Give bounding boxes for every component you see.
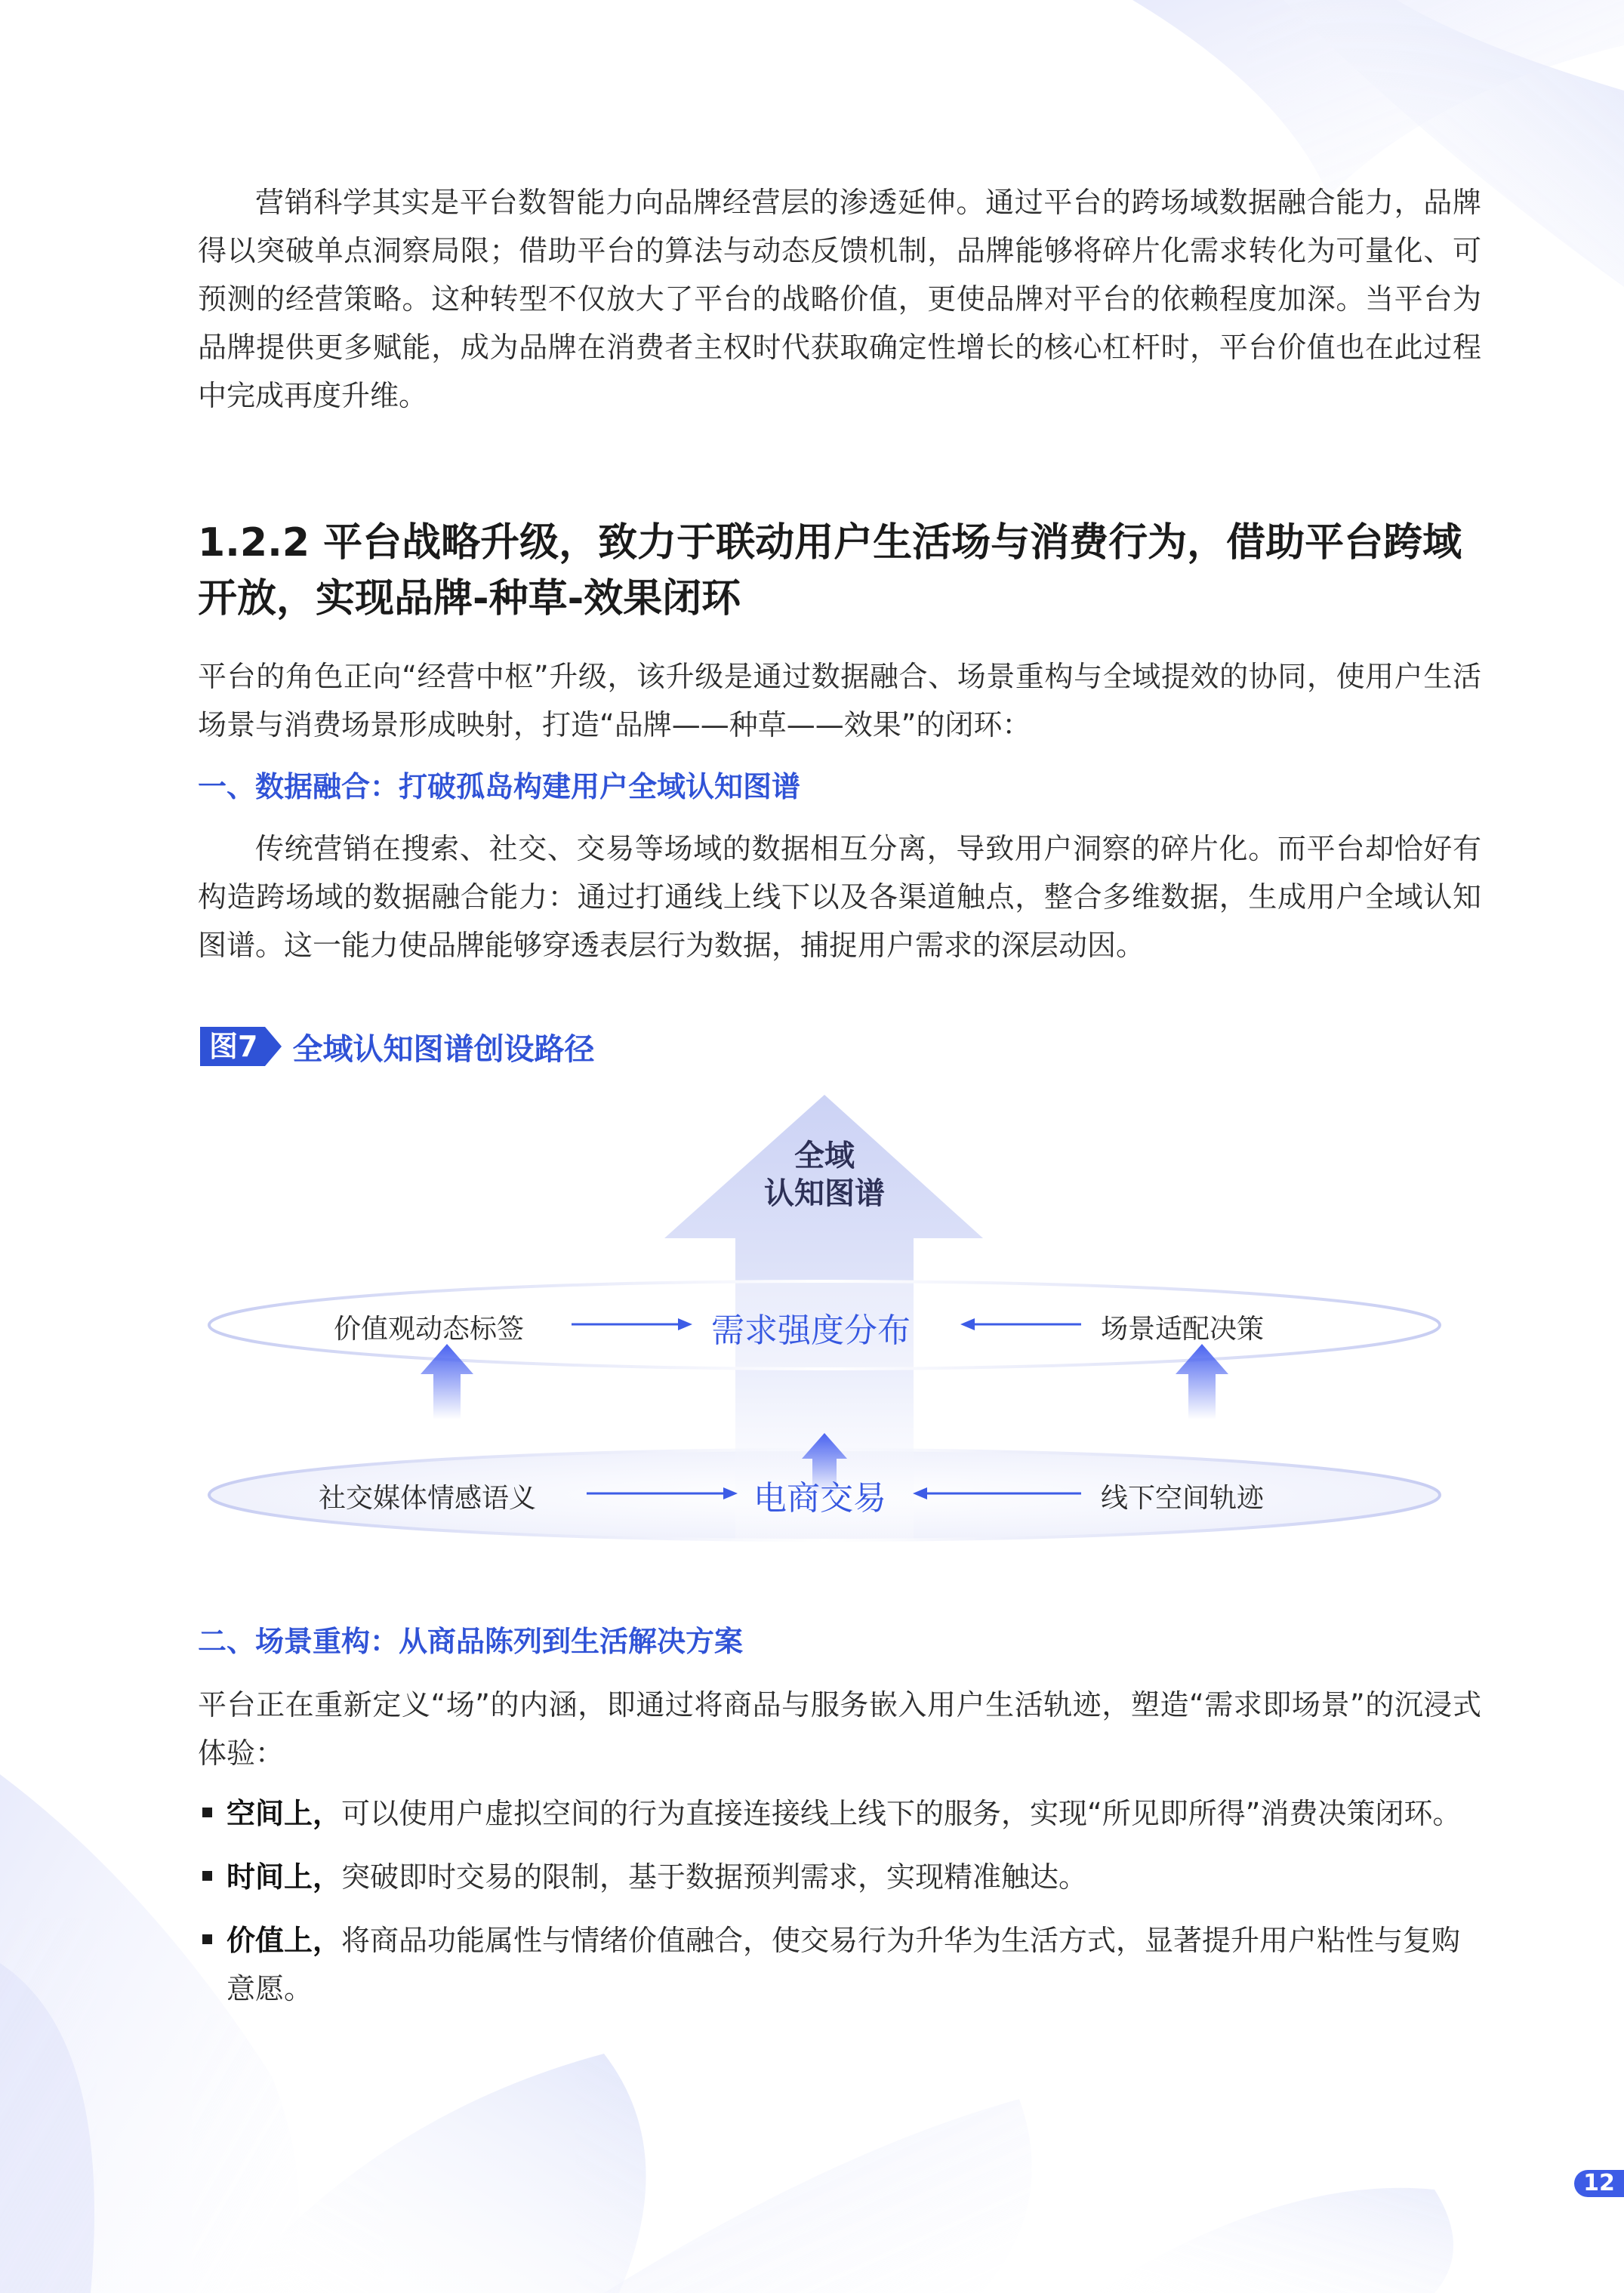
part1-paragraph: 传统营销在搜索、社交、交易等场域的数据相互分离，导致用户洞察的碎片化。而平台却恰好有构造跨场域的数据融合能力：通过打通线上线下以及各渠道触点，整合多维数据，生成用户全域认知图谱。这一能力使品牌能够穿透表层行为数据，捕捉用户需求的深层动因。 <box>198 832 1481 962</box>
figure-name: 全域认知图谱创设路径 <box>292 1031 595 1067</box>
bullet-item <box>198 1916 1481 2013</box>
top-label-line1: 全域 <box>794 1139 855 1173</box>
page-number: 12 <box>1574 2170 1624 2197</box>
part2-lead: 平台正在重新定义“场”的内涵，即通过将商品与服务嵌入用户生活轨迹，塑造“需求即场景”的沉浸式体验： <box>198 1688 1481 1770</box>
part1-block <box>198 766 1481 808</box>
part2-heading: 二、场景重构：从商品陈列到生活解决方案 <box>198 1625 744 1658</box>
bullet-bold: 价值上， <box>226 1924 342 1957</box>
bullet-item <box>198 1853 1481 1901</box>
bullet-square-icon <box>202 1871 212 1881</box>
bullet-square-icon <box>202 1808 212 1817</box>
label-upper-center: 需求强度分布 <box>711 1311 911 1350</box>
bullet-item <box>198 1789 1481 1838</box>
knowledge-graph-diagram <box>198 1087 1451 1570</box>
intro-section <box>198 178 1481 420</box>
label-upper-left: 价值观动态标签 <box>334 1314 525 1345</box>
label-lower-center: 电商交易 <box>753 1479 886 1518</box>
intro-paragraph: 营销科学其实是平台数智能力向品牌经营层的渗透延伸。通过平台的跨场域数据融合能力，品牌得以突破单点洞察局限；借助平台的算法与动态反馈机制，品牌能够将碎片化需求转化为可量化、可预测的经营策略。这种转型不仅放大了平台的战略价值，更使品牌对平台的依赖程度加深。当平台为品牌提供更多赋能，成为品牌在消费者主权时代获取确定性增长的核心杠杆时，平台价值也在此过程中完成再度升维。 <box>198 186 1481 412</box>
section-lead-block <box>198 652 1481 749</box>
part1-heading: 一、数据融合：打破孤岛构建用户全域认知图谱 <box>198 770 801 803</box>
part2-block <box>198 1620 1481 1663</box>
bullet-bold: 空间上， <box>226 1797 342 1830</box>
bullet-text: 将商品功能属性与情绪价值融合，使交易行为升华为生活方式，显著提升用户粘性与复购意愿。 <box>226 1924 1461 2005</box>
bullet-bold: 时间上， <box>226 1860 342 1894</box>
bullet-text: 突破即时交易的限制，基于数据预判需求，实现精准触达。 <box>341 1860 1088 1894</box>
top-label <box>749 1137 900 1213</box>
top-label-line2: 认知图谱 <box>764 1176 885 1211</box>
bullet-text: 可以使用户虚拟空间的行为直接连接线上线下的服务，实现“所见即所得”消费决策闭环。 <box>341 1797 1462 1830</box>
section-heading: 1.2.2 平台战略升级，致力于联动用户生活场与消费行为，借助平台跨域开放，实现品牌-种草-效果闭环 <box>198 520 1462 621</box>
label-lower-right: 线下空间轨迹 <box>1101 1483 1265 1514</box>
figure-tag: 图7 <box>200 1027 265 1066</box>
section-1-2-2 <box>198 515 1481 627</box>
bullet-list <box>198 1789 1481 2013</box>
figure-title <box>200 1025 594 1068</box>
part1-paragraph-block <box>198 824 1481 969</box>
label-lower-left: 社交媒体情感语义 <box>319 1483 537 1514</box>
section-lead: 平台的角色正向“经营中枢”升级，该升级是通过数据融合、场景重构与全域提效的协同，使用户生活场景与消费场景形成映射，打造“品牌——种草——效果”的闭环： <box>198 660 1481 741</box>
part2-lead-block <box>198 1681 1481 1777</box>
bullet-square-icon <box>202 1934 212 1944</box>
label-upper-right: 场景适配决策 <box>1101 1314 1265 1345</box>
